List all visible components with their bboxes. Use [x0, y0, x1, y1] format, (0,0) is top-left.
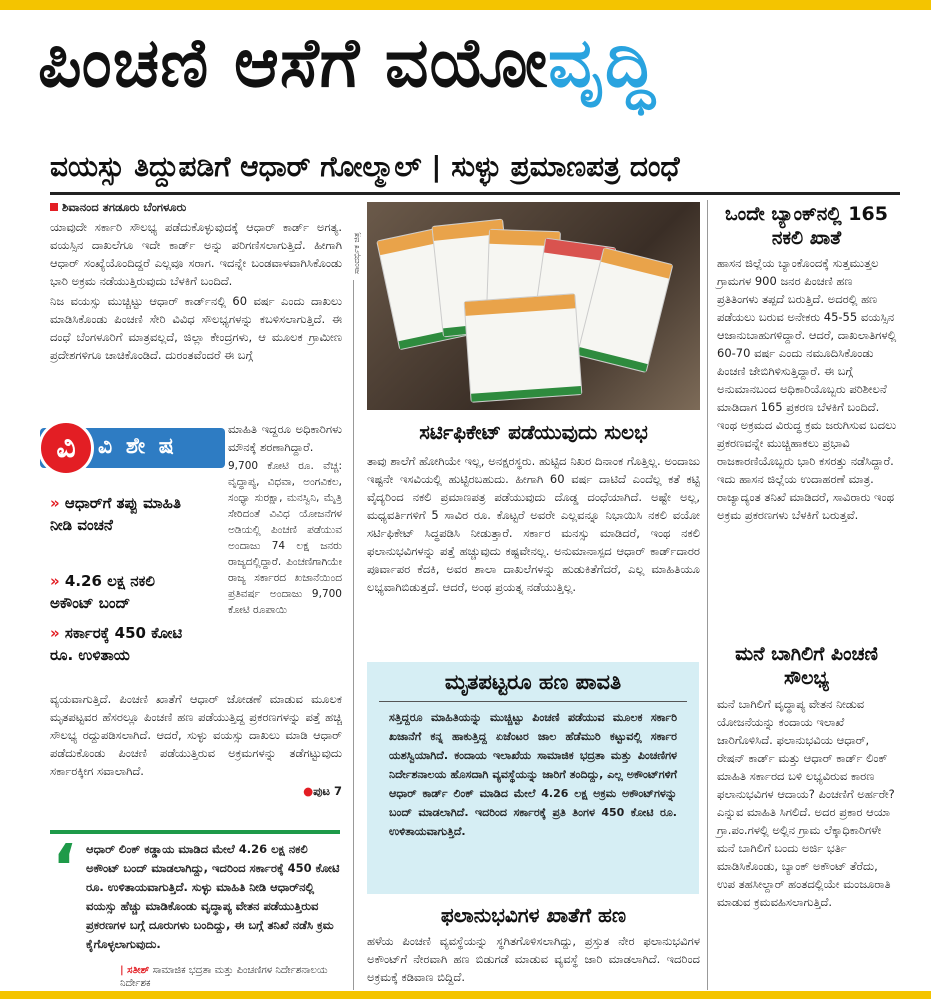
- column-left-bottom: [50, 690, 342, 802]
- headline-rule: [50, 192, 900, 195]
- column-divider-2: [707, 200, 708, 990]
- highlight-text-1: ಆಧಾರ್‌ಗೆ ತಪ್ಪು ಮಾಹಿತಿ ನೀಡಿ ವಂಚನೆ: [50, 494, 181, 534]
- vishesha-banner: [40, 428, 225, 468]
- highlight-bullet-3: [50, 622, 190, 666]
- column-left-narrow: [228, 420, 342, 620]
- aadhaar-cards-photo: [367, 202, 700, 410]
- column-left: [50, 198, 342, 366]
- headline-main: ಪಿಂಚಣಿ ಆಸೆಗೆ ವಯೋ: [38, 24, 549, 103]
- byline-square-icon: [50, 203, 58, 211]
- quote-attribution: [120, 964, 350, 990]
- doorstep-body: ಮನೆ ಬಾಗಿಲಿಗೆ ವೃದ್ಧಾಪ್ಯ ವೇತನ ನೀಡುವ ಯೋಜನೆಯನ್ನು ಕಂದಾಯ ಇಲಾಖೆ ಜಾರಿಗೊಳಿಸಿದೆ. ಫಲಾನುಭವಿಯ ಆಧಾರ್, ರೇಷನ್ ಕಾರ್ಡ್ ಮತ್ತು ಆಧಾರ್ ಕಾರ್ಡ್ ಲಿಂಕ್ ಮಾಹಿತಿ ಸರ್ಕಾರದ ಬಳಿ ಲಭ್ಯವಿರುವ ಕಾರಣ ಫಲಾನುಭವಿಗಳ ಆದಾಯ? ಪಿಂಚಣಿಗೆ ಅರ್ಹರೇ? ಎನ್ನುವ ಮಾಹಿತಿ ಸಿಗಲಿದೆ. ಅದರ ಪ್ರಕಾರ ಆಯಾ ಗ್ರಾ.ಪಂ.ಗಳಲ್ಲಿ ಅಲ್ಲಿನ ಗ್ರಾಮ ಲೆಕ್ಕಾಧಿಕಾರಿಗಳೇ ಮನೆ ಬಾಗಿಲಿಗೆ ಬಂದು ಅರ್ಜಿ ಭರ್ತಿ ಮಾಡಿಸಿಕೊಂಡು, ಬ್ಯಾಂಕ್ ಅಕೌಂಟ್ ತೆರೆದು, ಉಪ ತಹಸೀಲ್ದಾರ್ ಹಂತದಲ್ಲಿಯೇ ಮಂಜೂರಾತಿ ಮಾಡುವ ಕ್ರಮವಹಿಸಲಾಗುತ್ತಿದೆ.: [717, 697, 895, 909]
- arrow-icon: »: [50, 572, 65, 590]
- quote-mark-icon: ‘: [52, 832, 77, 906]
- headline-accent: ವೃದ್ಧಿ: [548, 24, 656, 103]
- byline: [50, 198, 342, 216]
- aadhaar-card-image: [464, 293, 583, 403]
- bottom-color-bar: [0, 991, 931, 999]
- paragraph-4: 9,700 ಕೋಟಿ ರೂ. ವೆಚ್ಚ: ವೃದ್ಧಾಪ್ಯ, ವಿಧವಾ, ಅಂಗವಿಕಲ, ಸಂಧ್ಯಾ ಸುರಕ್ಷಾ, ಮನಸ್ವಿನಿ, ಮೈತ್ರಿ ಸೇರಿದಂತೆ ವಿವಿಧ ಯೋಜನೆಗಳ ಅಡಿಯಲ್ಲಿ ಪಿಂಚಣಿ ಪಡೆಯುವ ಅಂದಾಜು 74 ಲಕ್ಷ ಜನರು ರಾಜ್ಯದಲ್ಲಿದ್ದಾರೆ. ಪಿಂಚಣಿಗಾಗಿಯೇ ರಾಜ್ಯ ಸರ್ಕಾರದ ಖಜಾನೆಯಿಂದ ಪ್ರತಿವರ್ಷ ಅಂದಾಜು 9,700 ಕೋಟಿ ರೂಪಾಯಿ: [228, 460, 342, 616]
- headline: [38, 24, 908, 104]
- beneficiary-body: ಹಳೆಯ ಪಿಂಚಣಿ ವ್ಯವಸ್ಥೆಯನ್ನು ಸ್ಥಗಿತಗೊಳಿಸಲಾಗಿದ್ದು, ಪ್ರಸ್ತುತ ನೇರ ಫಲಾನುಭವಿಗಳ ಅಕೌಂಟ್‌ಗೆ ನೇರವಾಗಿ ಹಣ ಬಿಡುಗಡೆ ಮಾಡುವ ವ್ಯವಸ್ಥೆ ಜಾರಿ ಮಾಡಲಾಗಿದೆ. ಇದರಿಂದ ಅಕ್ರಮಕ್ಕೆ ಕಡಿವಾಣ ಬಿದ್ದಿದೆ.: [367, 934, 700, 984]
- arrow-icon: »: [50, 624, 65, 642]
- subheadline: ವಯಸ್ಸು ತಿದ್ದುಪಡಿಗೆ ಆಧಾರ್ ಗೋಲ್ಮಾಲ್ | ಸುಳ್ಳು ಪ್ರಮಾಣಪತ್ರ ದಂಧೆ: [50, 150, 680, 183]
- quote-designation: ಸಾಮಾಜಿಕ ಭದ್ರತಾ ಮತ್ತು ಪಿಂಚಣಿಗಳ ನಿರ್ದೇಶನಾಲಯ ನಿರ್ದೇಶಕ: [120, 965, 328, 989]
- byline-text: ಶಿವಾನಂದ ತಗಡೂರು ಬೆಂಗಳೂರು: [62, 200, 187, 214]
- lead-paragraph: ಯಾವುದೇ ಸರ್ಕಾರಿ ಸೌಲಭ್ಯ ಪಡೆದುಕೊಳ್ಳುವುದಕ್ಕೆ ಆಧಾರ್ ಕಾರ್ಡ್ ಅಗತ್ಯ. ವಯಸ್ಸಿನ ದಾಖಲೆಗೂ ಇದೇ ಕಾರ್ಡ್ ಅನ್ನು ಪರಿಗಣಿಸಲಾಗುತ್ತಿದೆ. ಹೀಗಾಗಿ ಆಧಾರ್ ಸಂಖ್ಯೆಯೊಂದಿದ್ದರೆ ಎಲ್ಲವೂ ಸರಾಗ. ಇದನ್ನೇ ಬಂಡವಾಳವಾಗಿಸಿಕೊಂಡು ಭಾರಿ ಅಕ್ರಮ ನಡೆಯುತ್ತಿರುವುದು ಬೆಳಕಿಗೆ ಬಂದಿದೆ.: [50, 220, 342, 288]
- vishesha-label: ವಿ ಶೇ ಷ: [98, 434, 177, 459]
- column-divider-1: [353, 280, 354, 990]
- highlight-text-3: ಸರ್ಕಾರಕ್ಕೆ 450 ಕೋಟಿ ರೂ. ಉಳಿತಾಯ: [50, 624, 183, 664]
- quote-name: | ಸತೀಶ್: [120, 965, 150, 976]
- quote-box: [50, 830, 340, 989]
- highlight-text-2: 4.26 ಲಕ್ಷ ನಕಲಿ ಅಕೌಂಟ್ ಬಂದ್: [50, 572, 155, 612]
- top-color-bar: [0, 0, 931, 10]
- cert-heading: ಸರ್ಟಿಫಿಕೇಟ್ ಪಡೆಯುವುದು ಸುಲಭ: [419, 420, 648, 444]
- paragraph-3: ಮಾಹಿತಿ ಇದ್ದರೂ ಅಧಿಕಾರಿಗಳು ಮೌನಕ್ಕೆ ಶರಣಾಗಿದ್ದಾರೆ.: [228, 422, 342, 454]
- deceased-payment-box: [367, 662, 699, 894]
- highlight-bullet-2: [50, 570, 190, 614]
- bank-body: ಹಾಸನ ಜಿಲ್ಲೆಯ ಬ್ಯಾಂಕೊಂದಕ್ಕೆ ಸುತ್ತಮುತ್ತಲ ಗ್ರಾಮಗಳ 900 ಜನರ ಪಿಂಚಣಿ ಹಣ ಪ್ರತಿತಿಂಗಳು ತಪ್ಪದೆ ಬರುತ್ತಿದೆ. ಅದರಲ್ಲಿ ಹಣ ಪಡೆಯಲು ಬರುವ ಅನೇಕರು 45-55 ವಯಸ್ಸಿನ ಆಜಾನುಬಾಹುಗಳಿದ್ದಾರೆ. ಆದರೆ, ದಾಖಲಾತಿಗಳಲ್ಲಿ 60-70 ವರ್ಷ ಎಂದು ನಮೂದಿಸಿಕೊಂಡು ಪಿಂಚಣಿ ಜೇಬಿಗಿಳಿಸುತ್ತಿದ್ದಾರೆ. ಈ ಬಗ್ಗೆ ಅನುಮಾನಬಂದ ಅಧಿಕಾರಿಯೊಬ್ಬರು ಪರಿಶೀಲನೆ ಮಾಡಿದಾಗ 165 ಪ್ರಕರಣ ಬೆಳಕಿಗೆ ಬಂದಿದೆ. ಇಂಥ ಅಕ್ರಮದ ವಿರುದ್ಧ ಕ್ರಮ ಜರುಗಿಸುವ ಬದಲು ಪ್ರಕರಣವನ್ನೇ ಮುಚ್ಚಿಹಾಕಲು ಪ್ರಭಾವಿ ರಾಜಕಾರಣಿಯೊಬ್ಬರು ಭಾರಿ ಕಸರತ್ತು ನಡೆಸಿದ್ದಾರೆ. ಇದು ಹಾಸನ ಜಿಲ್ಲೆಯ ಉದಾಹರಣೆ ಮಾತ್ರ. ರಾಜ್ಯಾದ್ಯಂತ ತನಿಖೆ ಮಾಡಿದರೆ, ಸಾವಿರಾರು ಇಂಥ ಅಕ್ರಮ ಪ್ರಕರಣಗಳು ಬೆಳಕಿಗೆ ಬರುತ್ತವೆ.: [717, 256, 897, 522]
- box-body: ಸತ್ತಿದ್ದರೂ ಮಾಹಿತಿಯನ್ನು ಮುಚ್ಚಿಟ್ಟು ಪಿಂಚಣಿ ಪಡೆಯುವ ಮೂಲಕ ಸರ್ಕಾರಿ ಖಜಾನೆಗೆ ಕನ್ನ ಹಾಕುತ್ತಿದ್ದ ಏಜೆಂಟರ ಜಾಲ ಹೆಡೆಮುರಿ ಕಟ್ಟುವಲ್ಲಿ ಸರ್ಕಾರ ಯಶಸ್ವಿಯಾಗಿದೆ. ಕಂದಾಯ ಇಲಾಖೆಯ ಸಾಮಾಜಿಕ ಭದ್ರತಾ ಮತ್ತು ಪಿಂಚಣಿಗಳ ನಿರ್ದೇಶನಾಲಯ ಹೊಸದಾಗಿ ವ್ಯವಸ್ಥೆಯನ್ನು ಜಾರಿಗೆ ತಂದಿದ್ದು, ಎಲ್ಲ ಅಕೌಂಟ್‌ಗಳಿಗೆ ಆಧಾರ್ ಕಾರ್ಡ್ ಲಿಂಕ್ ಮಾಡಿದ ಮೇಲೆ 4.26 ಲಕ್ಷ ಅಕ್ರಮ ಅಕೌಂಟ್‌ಗಳನ್ನು ಬಂದ್ ಮಾಡಲಾಗಿದೆ. ಇದರಿಂದ ಸರ್ಕಾರಕ್ಕೆ ಪ್ರತಿ ತಿಂಗಳ 450 ಕೋಟಿ ರೂ. ಉಳಿತಾಯವಾಗುತ್ತಿದೆ.: [389, 711, 677, 838]
- beneficiary-heading: ಫಲಾನುಭವಿಗಳ ಖಾತೆಗೆ ಹಣ: [440, 903, 627, 927]
- arrow-icon: »: [50, 494, 65, 512]
- paragraph-5: ವ್ಯಯವಾಗುತ್ತಿದೆ. ಪಿಂಚಣಿ ಖಾತೆಗೆ ಆಧಾರ್ ಜೋಡಣೆ ಮಾಡುವ ಮೂಲಕ ಮೃತಪಟ್ಟವರ ಹೆಸರಲ್ಲೂ ಪಿಂಚಣಿ ಹಣ ಪಡೆಯುತ್ತಿದ್ದ ಪ್ರಕರಣಗಳನ್ನು ಪತ್ತೆ ಹಚ್ಚಿ ಸೌಲಭ್ಯ ರದ್ದುಪಡಿಸಲಾಗಿದೆ. ಆದರೆ, ಸುಳ್ಳು ವಯಸ್ಸು ದಾಖಲು ಮಾಡಿ ಆಧಾರ್ ಪಡೆದುಕೊಂಡು ಪಿಂಚಣಿ ಪಡೆಯುತ್ತಿರುವ ಅಕ್ರಮಗಳನ್ನು ತಡೆಗಟ್ಟುವುದು ಸರ್ಕಾರಕ್ಕೀಗ ಸವಾಲಾಗಿದೆ.: [50, 692, 342, 778]
- bank-heading: ಒಂದೇ ಬ್ಯಾಂಕ್‌ನಲ್ಲಿ 165 ನಕಲಿ ಖಾತೆ: [725, 203, 888, 249]
- quote-text: ಆಧಾರ್ ಲಿಂಕ್ ಕಡ್ಡಾಯ ಮಾಡಿದ ಮೇಲೆ 4.26 ಲಕ್ಷ ನಕಲಿ ಅಕೌಂಟ್ ಬಂದ್ ಮಾಡಲಾಗಿದ್ದು, ಇದರಿಂದ ಸರ್ಕಾರಕ್ಕೆ 450 ಕೋಟಿ ರೂ. ಉಳಿತಾಯವಾಗುತ್ತಿದೆ. ಸುಳ್ಳು ಮಾಹಿತಿ ನೀಡಿ ಆಧಾರ್‌ನಲ್ಲಿ ವಯಸ್ಸು ಹೆಚ್ಚು ಮಾಡಿಕೊಂಡು ವೃದ್ಧಾಪ್ಯ ವೇತನ ಪಡೆಯುತ್ತಿರುವ ಪ್ರಕರಣಗಳ ಬಗ್ಗೆ ದೂರುಗಳು ಬಂದಿದ್ದು, ಈ ಬಗ್ಗೆ ತನಿಖೆ ನಡೆಸಿ ಕ್ರಮ ಕೈಗೊಳ್ಳಲಾಗುವುದು.: [86, 842, 340, 951]
- vishesha-badge: ವಿ: [38, 420, 94, 476]
- highlight-bullet-1: [50, 492, 190, 536]
- photo-credit: ಸಾಂದರ್ಭಿಕ ಚಿತ್ರ: [352, 232, 361, 274]
- doorstep-heading: ಮನೆ ಬಾಗಿಲಿಗೆ ಪಿಂಚಣಿ ಸೌಲಭ್ಯ: [735, 643, 878, 689]
- newspaper-page: [10, 10, 904, 991]
- continued-icon: ●: [303, 784, 314, 798]
- continued-jump: [50, 782, 342, 800]
- box-heading: ಮೃತಪಟ್ಟರೂ ಹಣ ಪಾವತಿ: [444, 670, 622, 694]
- cert-body: ತಾವು ಶಾಲೆಗೆ ಹೋಗಿಯೇ ಇಲ್ಲ, ಅನಕ್ಷರಸ್ಥರು. ಹುಟ್ಟಿದ ನಿಖರ ದಿನಾಂಕ ಗೊತ್ತಿಲ್ಲ. ಅಂದಾಜು ಇಷ್ಟನೇ ಇಸವಿಯಲ್ಲಿ ಹುಟ್ಟಿರಬಹುದು. ಹೀಗಾಗಿ 60 ವರ್ಷ ದಾಟಿದೆ ಎಂದೆಲ್ಲ ಕತೆ ಕಟ್ಟಿ ವೈದ್ಯರಿಂದ ನಕಲಿ ಪ್ರಮಾಣಪತ್ರ ಪಡೆಯುವುದು ದೊಡ್ಡ ದಂಧೆಯಾಗಿದೆ. ಅಷ್ಟೇ ಅಲ್ಲ, ಮಧ್ಯವರ್ತಿಗಳಿಗೆ 5 ಸಾವಿರ ರೂ. ಕೊಟ್ಟರೆ ಅವರೇ ಎಲ್ಲವನ್ನೂ ನಿಭಾಯಿಸಿ ನಕಲಿ ವಯೋ ಸರ್ಟಿಫಿಕೇಟ್ ಸಿದ್ಧಪಡಿಸಿ ನೀಡುತ್ತಾರೆ. ಸರ್ಕಾರ ಮನಸ್ಸು ಮಾಡಿದರೆ, ಇಂಥ ನಕಲಿ ಫಲಾನುಭವಿಗಳನ್ನು ಪತ್ತೆ ಹಚ್ಚುವುದು ಕಷ್ಟವೇನಲ್ಲ. ಅನುಮಾನಾಸ್ಪದ ಆಧಾರ್ ಕಾರ್ಡ್‌ದಾರರ ಪೂರ್ವಾಪರ ಕೆದಕಿ, ಅವರ ಶಾಲಾ ದಾಖಲೆಗಳನ್ನು ಹುಡುಕಿತೆಗೆದರೆ, ಎಲ್ಲ ಮಾಹಿತಿಯೂ ಲಭ್ಯವಾಗಿಬಿಡುತ್ತದೆ. ಆದರೆ, ಅಂಥ ಪ್ರಯತ್ನ ನಡೆಯುತ್ತಿಲ್ಲ.: [367, 454, 700, 594]
- continued-label: ಪುಟ 7: [313, 784, 342, 798]
- paragraph-2: ನಿಜ ವಯಸ್ಸು ಮುಚ್ಚಿಟ್ಟು ಆಧಾರ್ ಕಾರ್ಡ್‌ನಲ್ಲಿ 60 ವರ್ಷ ಎಂದು ದಾಖಲು ಮಾಡಿಸಿಕೊಂಡು ಪಿಂಚಣಿ ಸೇರಿ ವಿವಿಧ ಸೌಲಭ್ಯಗಳನ್ನು ಕಬಳಿಸಲಾಗುತ್ತಿದೆ. ಈ ದಂಧೆ ಬೆಂಗಳೂರಿಗೆ ಮಾತ್ರವಲ್ಲದೆ, ಜಿಲ್ಲಾ ಕೇಂದ್ರಗಳು, ಆ ಮೂಲಕ ಗ್ರಾಮೀಣ ಪ್ರದೇಶಗಳಿಗೂ ಚಾಚಿಕೊಂಡಿದೆ. ದುರಂತವೆಂದರೆ ಈ ಬಗ್ಗೆ: [50, 294, 342, 362]
